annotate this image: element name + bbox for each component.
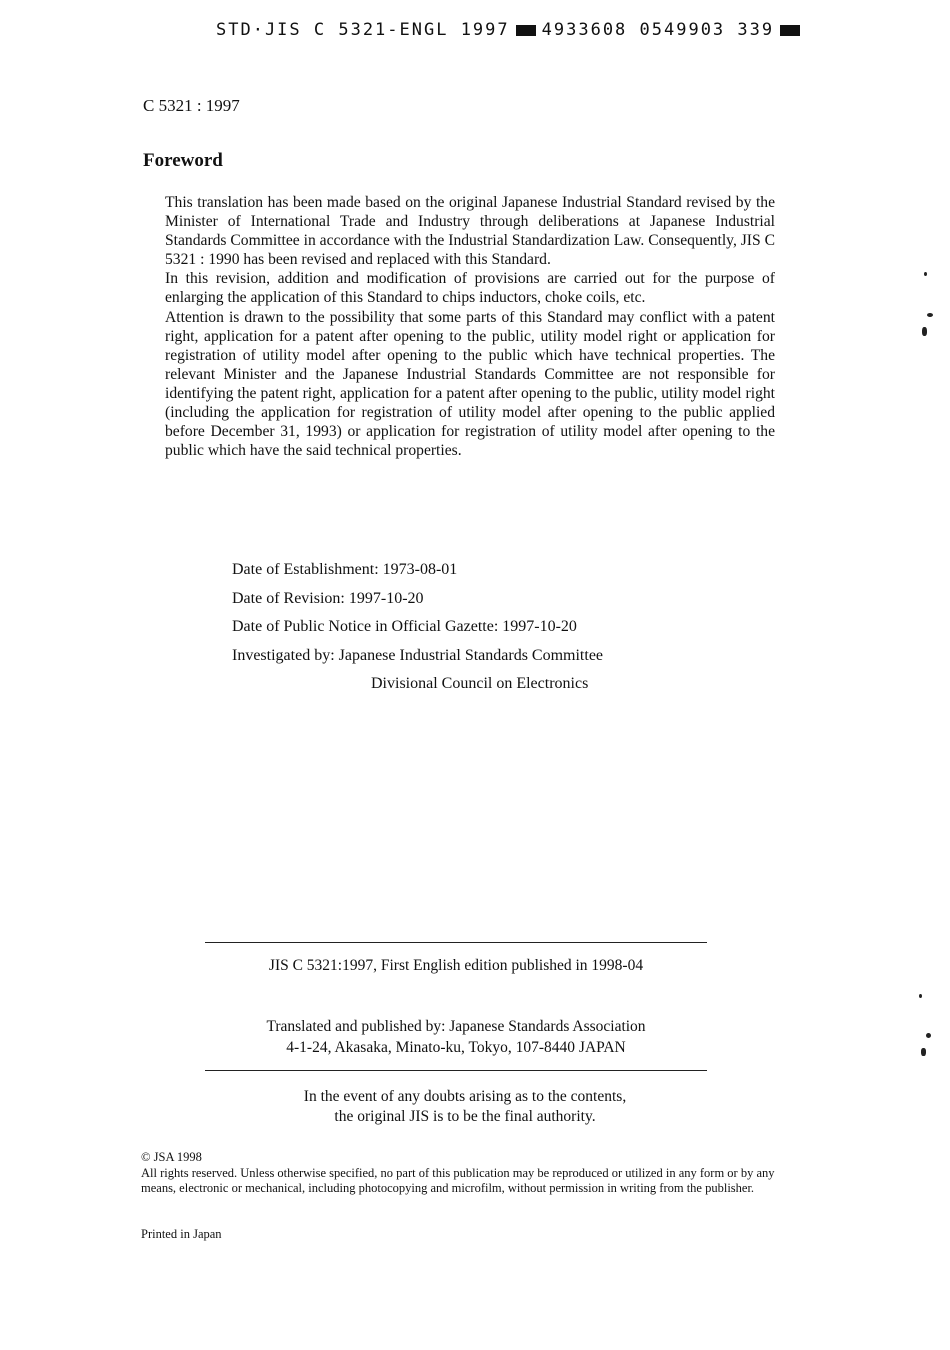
foreword-title: Foreword: [143, 150, 223, 171]
dates-block: [232, 560, 603, 703]
edition-statement: JIS C 5321:1997, First English edition published in 1998-04: [268, 957, 644, 974]
header-block-mark: [516, 25, 536, 36]
authority-line-1: In the event of any doubts arising as to the contents,: [303, 1088, 627, 1105]
divider-top: [205, 942, 707, 943]
scan-speck: [927, 313, 933, 317]
divider-bottom: [205, 1070, 707, 1071]
header-document-code: [216, 20, 806, 40]
legal-notice: [141, 1150, 781, 1197]
header-code-number: 4933608 0549903 339: [541, 20, 775, 40]
printed-in: Printed in Japan: [141, 1227, 222, 1241]
header-block-mark-end: [780, 25, 800, 36]
rights-statement: All rights reserved. Unless otherwise specified, no part of this publication may be reproduced or utilized in any form or by any means, electronic or mechanical, including photocopying and microfilm, without permission in writing from the publisher.: [141, 1165, 775, 1196]
publisher-block: [205, 1016, 707, 1058]
scan-speck: [926, 1033, 931, 1038]
date-revision: Date of Revision: 1997-10-20: [232, 589, 424, 607]
standard-designation: C 5321 : 1997: [143, 96, 240, 115]
publisher-name: Translated and published by: Japanese Standards Association: [266, 1018, 646, 1035]
scan-speck: [922, 327, 927, 336]
foreword-paragraph-2: In this revision, addition and modification of provisions are carried out for the purpose of enlarging the application of this Standard to chips inductors, choke coils, etc.: [165, 270, 775, 307]
foreword-paragraph-3: Attention is drawn to the possibility that some parts of this Standard may conflict with a patent right, application for a patent after opening to the public, utility model right or application for registration of utility model after opening to the public which have technical properties. The relevant Minister and the Japanese Industrial Standards Committee are not responsible for identifying the patent right, application for a patent after opening to the public, utility model right (including the application for registration of utility model after opening to the public applied before December 31, 1993) or application for registration of utility model after opening to the public which have the said technical properties.: [165, 308, 775, 460]
date-establishment: Date of Establishment: 1973-08-01: [232, 561, 458, 578]
date-public-notice: Date of Public Notice in Official Gazette: 1997-10-20: [232, 618, 577, 635]
scan-speck: [919, 994, 922, 998]
foreword-body: [165, 193, 775, 460]
authority-line-2: the original JIS is to be the final authority.: [334, 1108, 596, 1125]
foreword-paragraph-1: This translation has been made based on the original Japanese Industrial Standard revised by the Minister of International Trade and Industry through deliberations at Japanese Industrial Standards Committee in accordance with the Industrial Standardization Law. Consequently, JIS C 5321 : 1990 has been revised and replaced with this Standard.: [165, 194, 775, 269]
publisher-address: 4-1-24, Akasaka, Minato-ku, Tokyo, 107-8440 JAPAN: [286, 1039, 626, 1056]
scan-speck: [921, 1048, 926, 1056]
investigated-by: Investigated by: Japanese Industrial Standards Committee: [232, 646, 604, 664]
copyright-line: © JSA 1998: [141, 1150, 202, 1164]
authority-note: [205, 1087, 725, 1127]
header-code-text: STD·JIS C 5321-ENGL 1997: [216, 20, 510, 40]
scan-speck: [924, 272, 927, 276]
investigated-by-council: Divisional Council on Electronics: [371, 675, 589, 692]
